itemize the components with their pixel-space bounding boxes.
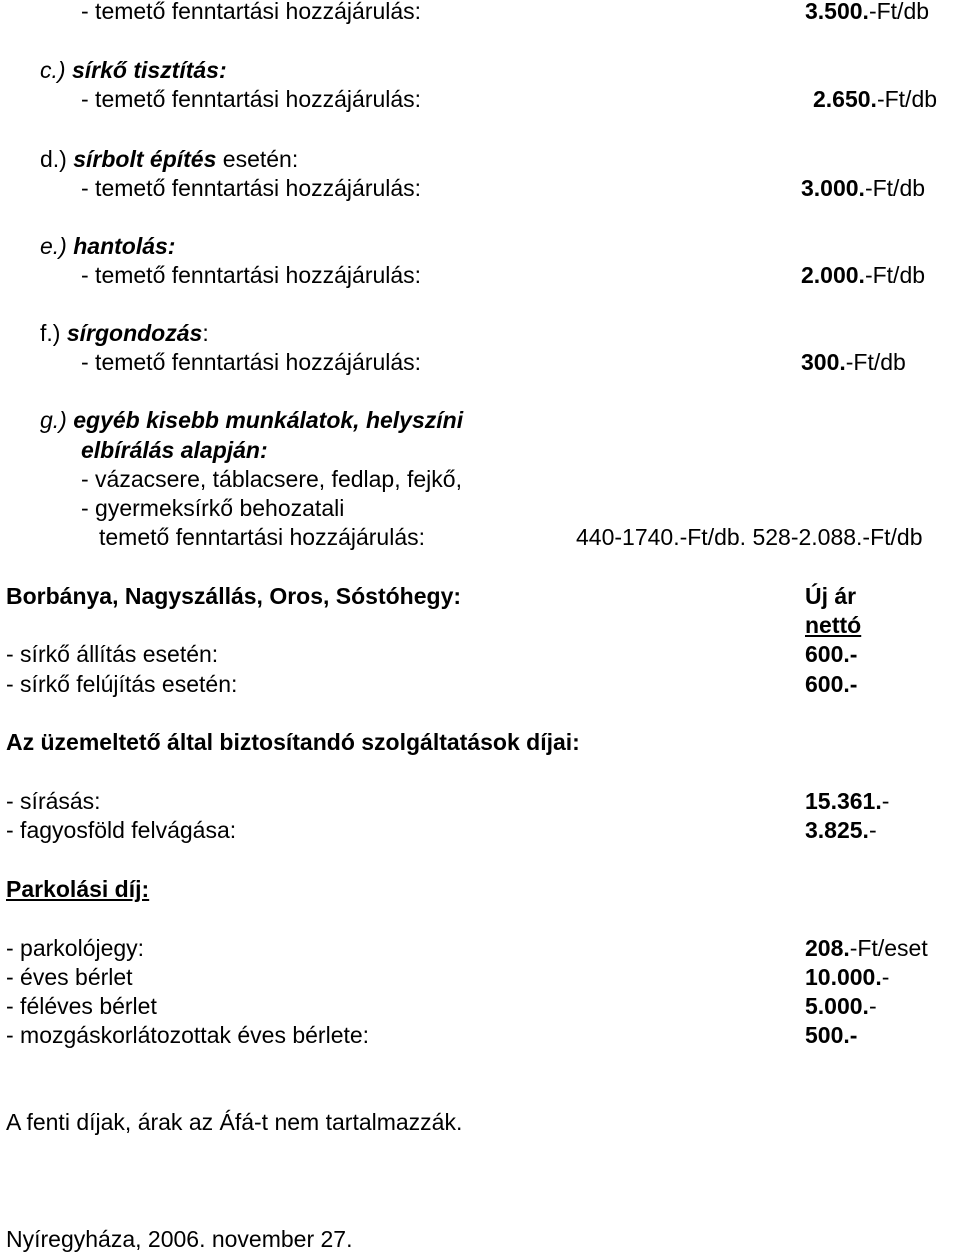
item-g-line-3: temető fenntartási hozzájárulás:	[99, 524, 426, 550]
borbanya-row-label: - sírkő állítás esetén:	[6, 641, 219, 667]
services-heading: Az üzemeltető által biztosítandó szolgáltatások díjai:	[6, 729, 580, 755]
borbanya-row-value: 600.-	[805, 671, 858, 697]
services-row-value: 3.825.-	[805, 817, 877, 843]
parking-row-value: 5.000.-	[805, 993, 877, 1019]
fee-value-f: 300.-Ft/db	[801, 349, 906, 375]
parking-heading: Parkolási díj:	[6, 876, 150, 902]
item-g-value: 440-1740.-Ft/db. 528-2.088.-Ft/db	[576, 524, 923, 550]
services-row-value: 15.361.-	[805, 788, 890, 814]
item-e-heading: e.) hantolás:	[40, 233, 176, 259]
parking-row-value: 10.000.-	[805, 964, 890, 990]
place-date: Nyíregyháza, 2006. november 27.	[6, 1226, 353, 1252]
fee-value-b: 3.500.-Ft/db	[805, 0, 930, 24]
borbanya-row-value: 600.-	[805, 641, 858, 667]
fee-label-f: - temető fenntartási hozzájárulás:	[81, 349, 422, 375]
parking-row-label: - féléves bérlet	[6, 993, 157, 1019]
parking-row-value: 500.-	[805, 1022, 858, 1048]
fee-label-c: - temető fenntartási hozzájárulás:	[81, 86, 422, 112]
item-d-heading: d.) sírbolt építés esetén:	[40, 146, 299, 172]
parking-row-label: - parkolójegy:	[6, 935, 145, 961]
item-g-heading-cont: elbírálás alapján:	[81, 437, 268, 463]
services-row-label: - fagyosföld felvágása:	[6, 817, 237, 843]
borbanya-column-heading: Új ár	[805, 583, 857, 609]
item-c-heading: c.) sírkő tisztítás:	[40, 57, 227, 83]
item-g-line-1: - vázacsere, táblacsere, fedlap, fejkő,	[81, 466, 462, 492]
item-g-line-2: - gyermeksírkő behozatali	[81, 495, 345, 521]
borbanya-heading: Borbánya, Nagyszállás, Oros, Sóstóhegy:	[6, 583, 462, 609]
item-f-heading: f.) sírgondozás:	[40, 320, 209, 346]
fee-label-d: - temető fenntartási hozzájárulás:	[81, 175, 422, 201]
services-row-label: - sírásás:	[6, 788, 101, 814]
fee-label-e: - temető fenntartási hozzájárulás:	[81, 262, 422, 288]
parking-row-label: - mozgáskorlátozottak éves bérlete:	[6, 1022, 370, 1048]
fee-label-b: - temető fenntartási hozzájárulás:	[81, 0, 422, 24]
borbanya-row-label: - sírkő felújítás esetén:	[6, 671, 238, 697]
vat-note: A fenti díjak, árak az Áfá-t nem tartalmazzák.	[6, 1109, 463, 1135]
parking-row-value: 208.-Ft/eset	[805, 935, 928, 961]
fee-value-d: 3.000.-Ft/db	[801, 175, 926, 201]
fee-value-c: 2.650.-Ft/db	[813, 86, 938, 112]
parking-row-label: - éves bérlet	[6, 964, 133, 990]
item-g-heading: g.) egyéb kisebb munkálatok, helyszíni	[40, 407, 464, 433]
fee-value-e: 2.000.-Ft/db	[801, 262, 926, 288]
borbanya-column-subheading: nettó	[805, 612, 862, 638]
